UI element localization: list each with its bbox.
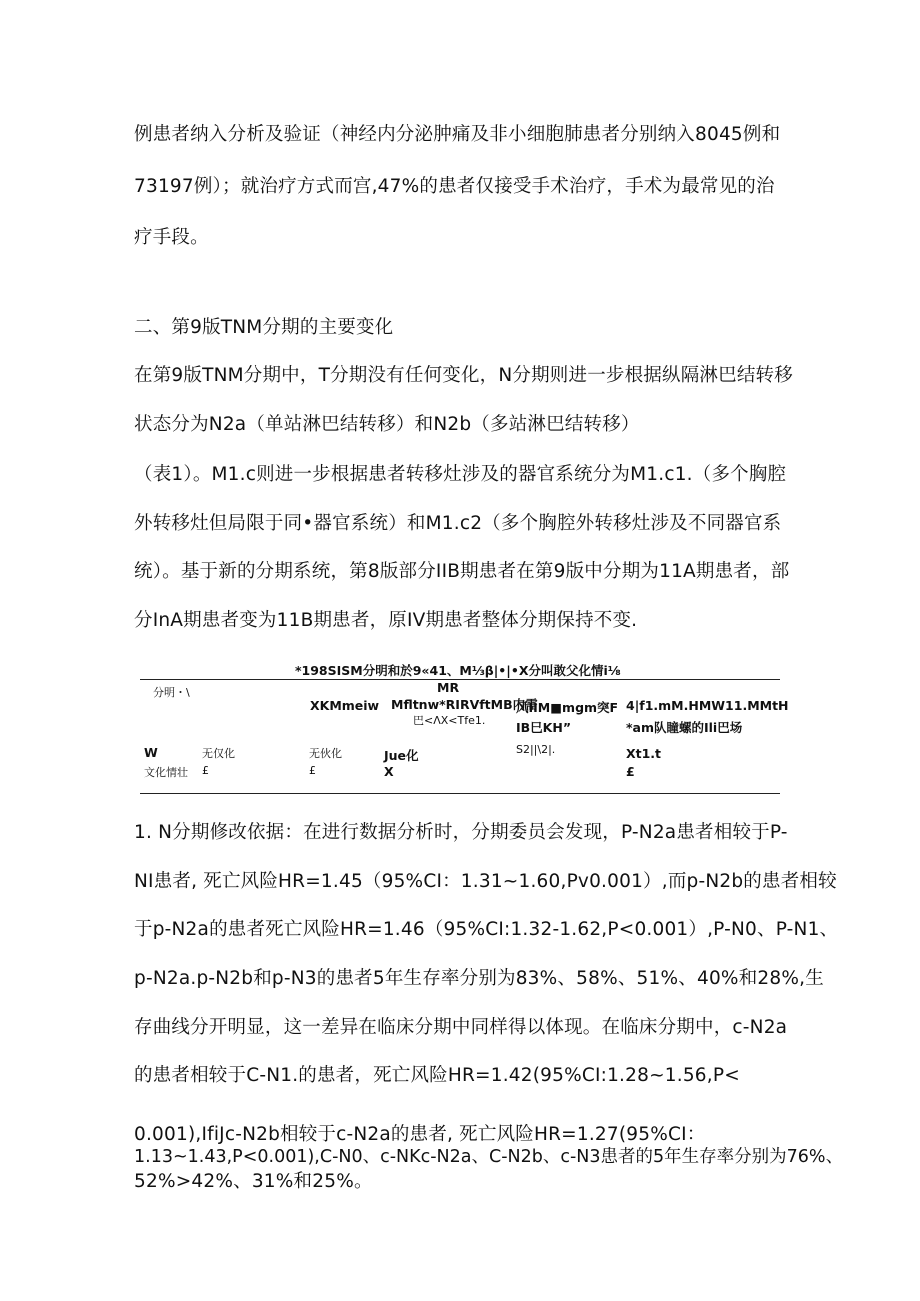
table-header-col2: XKMmeiw: [310, 698, 380, 713]
n-line-4: p-N2a.p-N2b和p-N3的患者5年生存率分别为83%、58%、51%、40%和28%,生: [134, 968, 824, 989]
table-cell-5: S2||\2|.: [516, 743, 556, 756]
section-line-1: 在第9版TNM分期中，T分期没有任何变化，N分期则进一步根据纵隔淋巴结转移: [134, 365, 793, 386]
table-row-w-label: 文化情壮: [144, 766, 188, 779]
section-line-2: 状态分为N2a（单站淋巴结转移）和N2b（多站淋巴结转移）: [134, 414, 640, 435]
table-header-col3-line3: 巴<ΛX<Tfe1.: [413, 714, 486, 727]
table-cell-6a: Xt1.t: [626, 746, 662, 761]
table-header-col5-line2: *am队瞳螺的Ili巴场: [626, 720, 743, 735]
table-cell-3b: £: [309, 764, 316, 777]
table-cell-6b: £: [626, 764, 635, 779]
tail-line-1: 0.001),IfiJc-N2b相较于c-N2a的患者, 死亡风险HR=1.27(95%CI：: [134, 1124, 706, 1145]
table-bottom-rule: [140, 793, 780, 794]
intro-line-2: 73197例）；就治疗方式而宫,47%的患者仅接受手术治疗，手术为最常见的治: [134, 176, 775, 197]
n-line-1: 1. N分期修改依据：在进行数据分析时，分期委员会发现，P-N2a患者相较于P-: [134, 822, 788, 843]
n-line-2: NI患者, 死亡风险HR=1.45（95%CI：1.31~1.60,Pv0.001）,而p-N2b的患者相较: [134, 871, 837, 892]
section-line-4: 外转移灶但局限于同•器官系统）和M1.c2（多个胸腔外转移灶涉及不同器官系: [134, 513, 782, 534]
table-header-col3-line2: Mfltnw*RIRVftMB内需: [391, 697, 538, 712]
table-row-w: W: [144, 745, 158, 760]
table-cell-4b: X: [384, 764, 394, 779]
table-cell-4a: Jue化: [384, 748, 419, 763]
table-caption: *198SISM分明和於9«41、M⅓β|•|•X分叫敢父化情i⅛: [295, 663, 621, 678]
table-header-col4-line2: IB巳KH”: [516, 720, 572, 735]
section-line-6: 分InA期患者变为11B期患者，原IV期患者整体分期保持不变.: [134, 610, 638, 631]
table-header-col3-line1: MR: [437, 680, 460, 695]
section-line-3: （表1）。M1.c则进一步根据患者转移灶涉及的器官系统分为M1.c1.（多个胸腔: [134, 464, 787, 485]
intro-line-1: 例患者纳入分析及验证（神经内分泌肿痛及非小细胞肺患者分别纳入8045例和: [134, 124, 781, 145]
table-cell-2b: £: [202, 764, 209, 777]
table-cell-2a: 无仅化: [202, 747, 235, 760]
tail-line-3: 52%>42%、31%和25%。: [134, 1171, 373, 1192]
n-line-5: 存曲线分开明显，这一差异在临床分期中同样得以体现。在临床分期中，c-N2a: [134, 1017, 788, 1038]
n-line-3: 于p-N2a的患者死亡风险HR=1.46（95%CI:1.32-1.62,P<0.001）,P-N0、P-N1、: [134, 919, 839, 940]
intro-line-3: 疗手段。: [134, 227, 209, 248]
section-line-5: 统）。基于新的分期系统，第8版部分IIB期患者在第9版中分期为11A期患者，部: [134, 561, 790, 582]
table-header-col5-line1: 4|f1.mM.HMW11.MMtH: [626, 698, 789, 713]
section-heading: 二、第9版TNM分期的主要变化: [134, 317, 394, 338]
table-cell-3a: 无伙化: [309, 747, 342, 760]
n-line-6: 的患者相较于C-N1.的患者，死亡风险HR=1.42(95%CI:1.28~1.56,P<: [134, 1065, 740, 1086]
tail-line-2: 1.13~1.43,P<0.001),C-N0、c-NKc-N2a、C-N2b、c-N3患者的5年生存率分别为76%、: [134, 1147, 844, 1167]
table-header-col1: 分明・\: [153, 686, 190, 699]
table-top-rule: [140, 679, 780, 680]
table-header-col4-line1: 风IIM■mgm突F: [516, 700, 619, 715]
